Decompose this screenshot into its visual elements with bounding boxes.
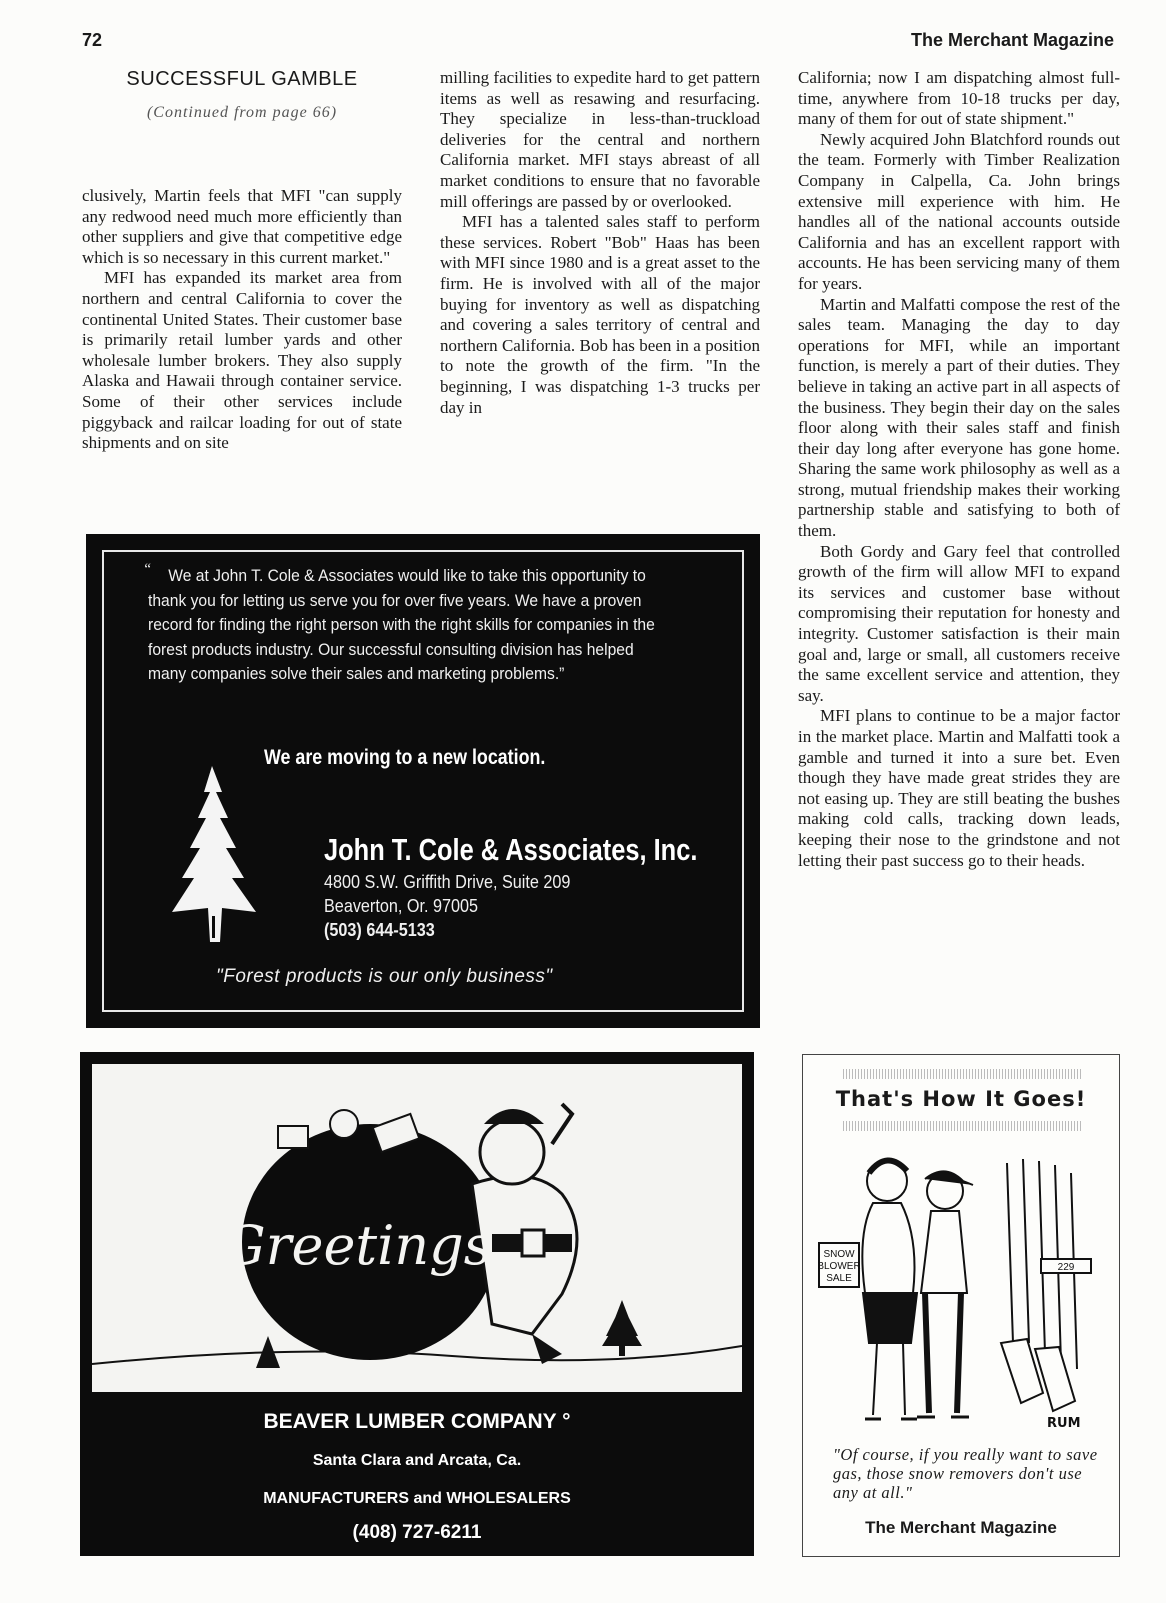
cartoon-credit: The Merchant Magazine [865,1518,1057,1537]
artist-signature: RUM [1047,1416,1081,1431]
paragraph: MFI has expanded its market area from northern and central California to cover the continental United States. Their customer base is primarily retail lumber yards and other wholesale lumber brokers. They also supply Alaska and Hawaii through container service. Some of their other services include piggyback and railcar loading for out of state shipments and on site [82,268,402,453]
page-number: 72 [82,30,103,50]
continued-note: (Continued from page 66) [146,104,338,121]
paragraph: MFI plans to continue to be a major factor in the market place. Martin and Malfatti took a gamble and turned it into a sure bet. Even though they have made great strides they are not easing up. They are still beating the bushes making cold calls, tracking down leads, keeping their nose to the grindstone and not letting their past success go to their heads. [798,706,1120,870]
paragraph: California; now I am dispatching almost full-time, anywhere from 10-18 trucks per day, many of them for out of state shipment." [798,68,1120,129]
beaver-business-type: MANUFACTURERS and WHOLESALERS [263,1490,571,1507]
cartoon-caption: "Of course, if you really want to save gas, those snow removers don't use any at all." [833,1445,1098,1502]
sign-line-1: SNOW [823,1249,855,1260]
beaver-location: Santa Clara and Arcata, Ca. [312,1452,522,1469]
price-tag: 229 [1057,1262,1075,1273]
ad-quote [144,561,663,687]
address-line-1: 4800 S.W. Griffith Drive, Suite 209 [324,872,571,892]
beaver-company-name: BEAVER LUMBER COMPANY ° [263,1410,571,1433]
close-quote-mark: ” [559,664,565,683]
title-rule [843,1069,1083,1079]
company-name: John T. Cole & Associates, Inc. [324,832,698,867]
paragraph: MFI has a talented sales staff to perform these services. Robert "Bob" Haas has been with MFI since 1980 and is a great asset to the firm. He is involved with all of the major buying for inventory as well as dispatching and covering a sales territory of central and northern California. Bob has been in a position to note the growth of the firm. "In the beginning, I was dispatching 1-3 trucks per day in [440,212,760,417]
article-column-3 [798,68,1120,871]
beaver-phone: (408) 727-6211 [352,1522,482,1543]
cartoon-box [802,1054,1120,1557]
company-address [324,870,570,942]
address-line-2: Beaverton, Or. 97005 [324,896,479,916]
paragraph: milling facilities to expedite hard to get pattern items as well as resawing and resurfacing. They specialize in less-than-truckload deliveries for the central and northern California market. MFI stays abreast of all market conditions to ensure that no favorable mill offerings are passed by or overlooked. [440,68,760,211]
company-phone: (503) 644-5133 [324,920,435,940]
cartoon-title: That's How It Goes! [835,1087,1087,1111]
magazine-title: The Merchant Magazine [910,30,1114,50]
ad-quote-text: We at John T. Cole & Associates would like to take this opportunity to thank you for letting us serve you for over five years. We have a proven record for finding the right person with the right skills for companies in the forest products industry. Our successful consulting division has helped many companies solve their sales and marketing problems. [148,566,655,683]
santa-illustration [92,1064,742,1392]
paragraph: Both Gordy and Gary feel that controlled growth of the firm will allow MFI to expand its services and customer base without compromising their reputation for honesty and integrity. Customer satisfaction is their main goal and, large or small, all customers receive the same excellent service and attention, they say. [798,541,1120,705]
article-title: SUCCESSFUL GAMBLE [126,68,358,90]
title-rule [843,1121,1083,1131]
cartoon-illustration [817,1143,1107,1433]
article-column-2 [440,68,760,418]
sign-line-3: SALE [826,1273,852,1284]
paragraph: Martin and Malfatti compose the rest of the sales team. Managing the day to day operations for MFI, while an important function, is merely a part of their duties. They believe in taking an active part in all aspects of the business. They begin their day on the sales floor along with their sales staff and finish their day long after everyone has gone home. Sharing the same work philosophy as well as a strong, mutual friendship makes their working partnership stable and satisfying to both of them. [798,294,1120,541]
moving-notice: We are moving to a new location. [264,746,546,769]
santa-sack-icon [92,1064,742,1392]
article-column-1 [82,186,402,454]
tree-logo-icon [164,766,264,946]
paragraph: Newly acquired John Blatchford rounds out the team. Formerly with Timber Realization Company in Calpella, Ca. John brings extensive mill experience with him. He handles all of the national accounts outside California and has an excellent rapport with accounts. He has been servicing many of them for years. [798,129,1120,293]
ad-slogan: "Forest products is our only business" [216,966,553,987]
beaver-lumber-advertisement [80,1052,754,1556]
sign-line-2: BLOWER [817,1261,861,1272]
open-quote-mark: “ [144,561,151,578]
greetings-lettering: Greetings [222,1214,492,1277]
cole-advertisement [86,534,760,1028]
paragraph: clusively, Martin feels that MFI "can supply any redwood need much more efficiently than other suppliers and give that competitive edge which is so necessary in this current market." [82,186,402,267]
